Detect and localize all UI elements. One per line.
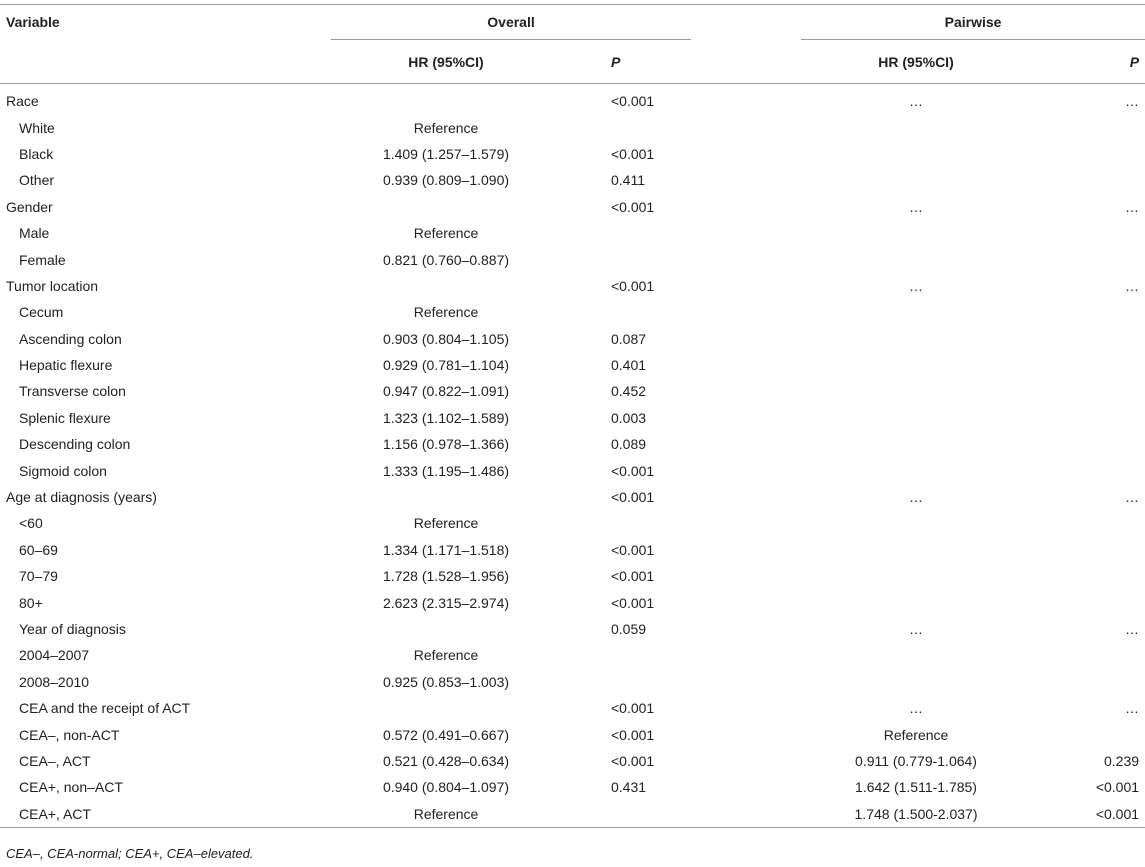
pairwise-p-cell bbox=[1031, 299, 1145, 325]
pairwise-p-cell bbox=[1031, 326, 1145, 352]
overall-hr-cell bbox=[331, 84, 561, 115]
variable-cell: 60–69 bbox=[19, 541, 58, 558]
variable-cell: White bbox=[19, 119, 55, 136]
pairwise-hr-cell bbox=[801, 378, 1031, 404]
gap-cell bbox=[691, 563, 801, 589]
overall-hr-cell: 0.821 (0.760–0.887) bbox=[382, 251, 510, 268]
gap-cell bbox=[691, 669, 801, 695]
table-row bbox=[0, 326, 1145, 352]
pairwise-hr-cell bbox=[801, 220, 1031, 246]
gap-cell bbox=[691, 721, 801, 747]
gap-cell bbox=[691, 801, 801, 828]
variable-cell: 70–79 bbox=[19, 568, 58, 585]
overall-p-cell bbox=[561, 114, 691, 140]
variable-cell: Ascending colon bbox=[19, 330, 122, 347]
table-row bbox=[0, 167, 1145, 193]
table-row bbox=[0, 220, 1145, 246]
gap-cell bbox=[691, 141, 801, 167]
pairwise-p-cell bbox=[1031, 642, 1145, 668]
gap-cell bbox=[691, 695, 801, 721]
overall-hr-cell: Reference bbox=[413, 225, 479, 242]
variable-cell: CEA and the receipt of ACT bbox=[19, 700, 191, 717]
overall-hr-cell bbox=[331, 616, 561, 642]
overall-hr-header: HR (95%CI) bbox=[331, 40, 561, 84]
overall-p-cell: <0.001 bbox=[611, 489, 655, 506]
gap-cell bbox=[691, 326, 801, 352]
overall-p-cell bbox=[561, 299, 691, 325]
variable-cell: <60 bbox=[19, 515, 43, 532]
pairwise-p-cell bbox=[1031, 405, 1145, 431]
overall-hr-cell: 2.623 (2.315–2.974) bbox=[382, 594, 510, 611]
overall-hr-cell: 1.728 (1.528–1.956) bbox=[382, 568, 510, 585]
pairwise-hr-cell: … bbox=[909, 489, 924, 506]
pairwise-p-cell: … bbox=[1125, 489, 1140, 506]
gap-cell bbox=[691, 378, 801, 404]
table-row bbox=[0, 84, 1145, 115]
table-row bbox=[0, 721, 1145, 747]
overall-hr-cell: 1.334 (1.171–1.518) bbox=[382, 541, 510, 558]
pairwise-hr-cell bbox=[801, 114, 1031, 140]
overall-hr-cell: 1.333 (1.195–1.486) bbox=[382, 462, 510, 479]
overall-hr-cell: Reference bbox=[413, 119, 479, 136]
overall-p-cell: <0.001 bbox=[611, 462, 655, 479]
table-row bbox=[0, 114, 1145, 140]
overall-p-cell bbox=[561, 669, 691, 695]
pairwise-hr-cell: … bbox=[909, 277, 924, 294]
overall-p-cell: <0.001 bbox=[611, 594, 655, 611]
overall-hr-cell: Reference bbox=[413, 304, 479, 321]
header-row-1 bbox=[0, 5, 1145, 40]
pairwise-hr-cell: Reference bbox=[883, 726, 949, 743]
gap-cell bbox=[691, 642, 801, 668]
variable-cell: Hepatic flexure bbox=[19, 357, 113, 374]
table-row bbox=[0, 537, 1145, 563]
pairwise-hr-cell bbox=[801, 352, 1031, 378]
pairwise-hr-cell: … bbox=[909, 621, 924, 637]
variable-cell: CEA–, non-ACT bbox=[19, 726, 120, 743]
pairwise-p-cell bbox=[1031, 167, 1145, 193]
overall-p-cell: <0.001 bbox=[611, 568, 655, 585]
header-row-2 bbox=[0, 40, 1145, 84]
pairwise-p-cell bbox=[1031, 563, 1145, 589]
overall-p-cell: 0.452 bbox=[611, 383, 647, 400]
overall-hr-cell bbox=[331, 273, 561, 299]
gap-cell bbox=[691, 84, 801, 115]
header-gap-2 bbox=[691, 40, 801, 84]
variable-cell: Age at diagnosis (years) bbox=[6, 489, 157, 506]
pairwise-p-cell bbox=[1031, 510, 1145, 536]
table-row bbox=[0, 431, 1145, 457]
overall-p-cell: 0.059 bbox=[611, 621, 647, 637]
pairwise-hr-cell bbox=[801, 141, 1031, 167]
gap-cell bbox=[691, 774, 801, 800]
variable-cell: CEA+, ACT bbox=[0, 801, 331, 828]
pairwise-hr-cell: … bbox=[909, 93, 924, 110]
table-row bbox=[0, 510, 1145, 536]
table-body bbox=[0, 84, 1145, 828]
pairwise-p-cell: <0.001 bbox=[1031, 801, 1145, 828]
gap-cell bbox=[691, 405, 801, 431]
overall-p-cell bbox=[561, 246, 691, 272]
overall-hr-cell: Reference bbox=[331, 801, 561, 828]
table-row bbox=[0, 563, 1145, 589]
variable-cell: Splenic flexure bbox=[19, 409, 111, 426]
pairwise-p-cell bbox=[1031, 431, 1145, 457]
overall-hr-cell bbox=[331, 194, 561, 220]
gap-cell bbox=[691, 246, 801, 272]
pairwise-p-cell: … bbox=[1125, 198, 1140, 215]
pairwise-p-cell bbox=[1031, 352, 1145, 378]
pairwise-p-cell bbox=[1031, 537, 1145, 563]
pairwise-p-header: P bbox=[1031, 40, 1145, 84]
pairwise-p-cell bbox=[1031, 669, 1145, 695]
pairwise-hr-cell bbox=[801, 537, 1031, 563]
pairwise-hr-cell bbox=[801, 589, 1031, 615]
overall-hr-cell: 0.903 (0.804–1.105) bbox=[382, 330, 510, 347]
overall-p-cell bbox=[561, 642, 691, 668]
header-gap bbox=[691, 5, 801, 40]
gap-cell bbox=[691, 484, 801, 510]
overall-p-cell: <0.001 bbox=[611, 700, 655, 717]
pairwise-hr-cell: 1.642 (1.511-1.785) bbox=[855, 779, 977, 796]
overall-p-cell bbox=[561, 801, 691, 828]
table-row bbox=[0, 352, 1145, 378]
variable-cell: CEA–, ACT bbox=[19, 752, 91, 769]
variable-cell: Year of diagnosis bbox=[19, 621, 126, 637]
table-row bbox=[0, 774, 1145, 800]
variable-cell: 2008–2010 bbox=[19, 673, 90, 690]
pairwise-p-cell bbox=[1031, 589, 1145, 615]
pairwise-hr-cell bbox=[801, 167, 1031, 193]
gap-cell bbox=[691, 457, 801, 483]
overall-p-cell: 0.411 bbox=[611, 172, 645, 189]
pairwise-hr-cell bbox=[801, 299, 1031, 325]
pairwise-hr-cell bbox=[801, 510, 1031, 536]
hazard-ratio-table bbox=[0, 4, 1145, 828]
overall-p-cell bbox=[561, 220, 691, 246]
overall-header: Overall bbox=[331, 5, 691, 40]
overall-p-cell: <0.001 bbox=[611, 93, 655, 110]
gap-cell bbox=[691, 167, 801, 193]
overall-hr-cell: 0.521 (0.428–0.634) bbox=[382, 752, 510, 769]
overall-p-cell: 0.401 bbox=[611, 357, 647, 374]
overall-p-cell bbox=[561, 510, 691, 536]
pairwise-hr-header: HR (95%CI) bbox=[801, 40, 1031, 84]
pairwise-hr-cell bbox=[801, 563, 1031, 589]
variable-cell: Transverse colon bbox=[19, 383, 126, 400]
pairwise-hr-cell bbox=[801, 405, 1031, 431]
pairwise-hr-cell: 1.748 (1.500-2.037) bbox=[801, 801, 1031, 828]
overall-hr-cell: 0.947 (0.822–1.091) bbox=[382, 383, 510, 400]
pairwise-hr-cell bbox=[801, 431, 1031, 457]
table-row bbox=[0, 378, 1145, 404]
table-row bbox=[0, 669, 1145, 695]
overall-p-cell: 0.003 bbox=[611, 409, 647, 426]
gap-cell bbox=[691, 748, 801, 774]
pairwise-hr-cell: … bbox=[909, 198, 924, 215]
pairwise-p-cell: … bbox=[1125, 277, 1140, 294]
overall-p-cell: <0.001 bbox=[611, 198, 655, 215]
overall-hr-cell: Reference bbox=[413, 515, 479, 532]
pairwise-hr-cell bbox=[801, 669, 1031, 695]
pairwise-hr-cell bbox=[801, 457, 1031, 483]
overall-p-cell: <0.001 bbox=[611, 145, 655, 162]
overall-hr-cell: 0.940 (0.804–1.097) bbox=[382, 779, 510, 796]
overall-hr-cell bbox=[331, 484, 561, 510]
overall-hr-cell: 0.929 (0.781–1.104) bbox=[382, 357, 510, 374]
table-row bbox=[0, 616, 1145, 642]
overall-hr-cell: 1.156 (0.978–1.366) bbox=[382, 436, 510, 453]
overall-p-cell: <0.001 bbox=[611, 277, 655, 294]
pairwise-header: Pairwise bbox=[801, 5, 1145, 40]
variable-cell: Gender bbox=[6, 198, 53, 215]
gap-cell bbox=[691, 431, 801, 457]
gap-cell bbox=[691, 616, 801, 642]
overall-p-cell: <0.001 bbox=[611, 726, 655, 743]
pairwise-p-cell: … bbox=[1125, 93, 1140, 110]
overall-p-cell: 0.089 bbox=[611, 436, 647, 453]
table-row bbox=[0, 484, 1145, 510]
pairwise-p-cell: … bbox=[1125, 700, 1140, 717]
table-footnote: CEA–, CEA-normal; CEA+, CEA–elevated. bbox=[6, 846, 254, 861]
overall-hr-cell: 0.939 (0.809–1.090) bbox=[382, 172, 510, 189]
table-row bbox=[0, 299, 1145, 325]
variable-header: Variable bbox=[0, 5, 331, 40]
pairwise-p-cell bbox=[1031, 141, 1145, 167]
table-row bbox=[0, 405, 1145, 431]
pairwise-hr-cell: 0.911 (0.779-1.064) bbox=[855, 752, 977, 769]
overall-hr-cell: 0.572 (0.491–0.667) bbox=[382, 726, 510, 743]
variable-cell: Other bbox=[19, 172, 55, 189]
header-empty bbox=[0, 40, 331, 84]
gap-cell bbox=[691, 537, 801, 563]
table-row bbox=[0, 589, 1145, 615]
gap-cell bbox=[691, 589, 801, 615]
pairwise-p-cell bbox=[1031, 114, 1145, 140]
variable-cell: Cecum bbox=[19, 304, 64, 321]
pairwise-p-cell: … bbox=[1125, 621, 1140, 637]
variable-cell: 2004–2007 bbox=[19, 647, 90, 664]
table-row bbox=[0, 246, 1145, 272]
variable-cell: Race bbox=[6, 93, 39, 110]
variable-cell: Female bbox=[19, 251, 66, 268]
pairwise-p-cell bbox=[1031, 246, 1145, 272]
overall-p-cell: 0.431 bbox=[611, 779, 647, 796]
pairwise-p-cell bbox=[1031, 721, 1145, 747]
pairwise-p-cell: <0.001 bbox=[1095, 779, 1140, 796]
table-row bbox=[0, 141, 1145, 167]
pairwise-hr-cell bbox=[801, 326, 1031, 352]
gap-cell bbox=[691, 352, 801, 378]
overall-p-cell: <0.001 bbox=[611, 752, 655, 769]
pairwise-p-cell: 0.239 bbox=[1103, 752, 1140, 769]
table-row bbox=[0, 801, 1145, 828]
gap-cell bbox=[691, 510, 801, 536]
variable-cell: Descending colon bbox=[19, 436, 131, 453]
overall-hr-cell: 1.323 (1.102–1.589) bbox=[382, 409, 510, 426]
pairwise-p-cell bbox=[1031, 378, 1145, 404]
overall-hr-cell bbox=[331, 695, 561, 721]
variable-cell: Male bbox=[19, 225, 50, 242]
variable-cell: 80+ bbox=[19, 594, 43, 611]
table-row bbox=[0, 642, 1145, 668]
table-row bbox=[0, 194, 1145, 220]
variable-cell: Black bbox=[19, 145, 54, 162]
gap-cell bbox=[691, 114, 801, 140]
overall-p-cell: <0.001 bbox=[611, 541, 655, 558]
overall-p-cell: 0.087 bbox=[611, 330, 647, 347]
gap-cell bbox=[691, 273, 801, 299]
pairwise-p-cell bbox=[1031, 220, 1145, 246]
variable-cell: Sigmoid colon bbox=[19, 462, 107, 479]
table-row bbox=[0, 695, 1145, 721]
pairwise-hr-cell bbox=[801, 642, 1031, 668]
overall-hr-cell: 0.925 (0.853–1.003) bbox=[382, 673, 510, 690]
table-row bbox=[0, 457, 1145, 483]
overall-hr-cell: 1.409 (1.257–1.579) bbox=[382, 145, 510, 162]
overall-hr-cell: Reference bbox=[413, 647, 479, 664]
gap-cell bbox=[691, 299, 801, 325]
variable-cell: CEA+, non–ACT bbox=[19, 779, 123, 796]
pairwise-p-cell bbox=[1031, 457, 1145, 483]
gap-cell bbox=[691, 194, 801, 220]
table-row bbox=[0, 748, 1145, 774]
overall-p-header: P bbox=[561, 40, 691, 84]
pairwise-hr-cell: … bbox=[909, 700, 924, 717]
pairwise-hr-cell bbox=[801, 246, 1031, 272]
gap-cell bbox=[691, 220, 801, 246]
table-row bbox=[0, 273, 1145, 299]
variable-cell: Tumor location bbox=[6, 277, 99, 294]
